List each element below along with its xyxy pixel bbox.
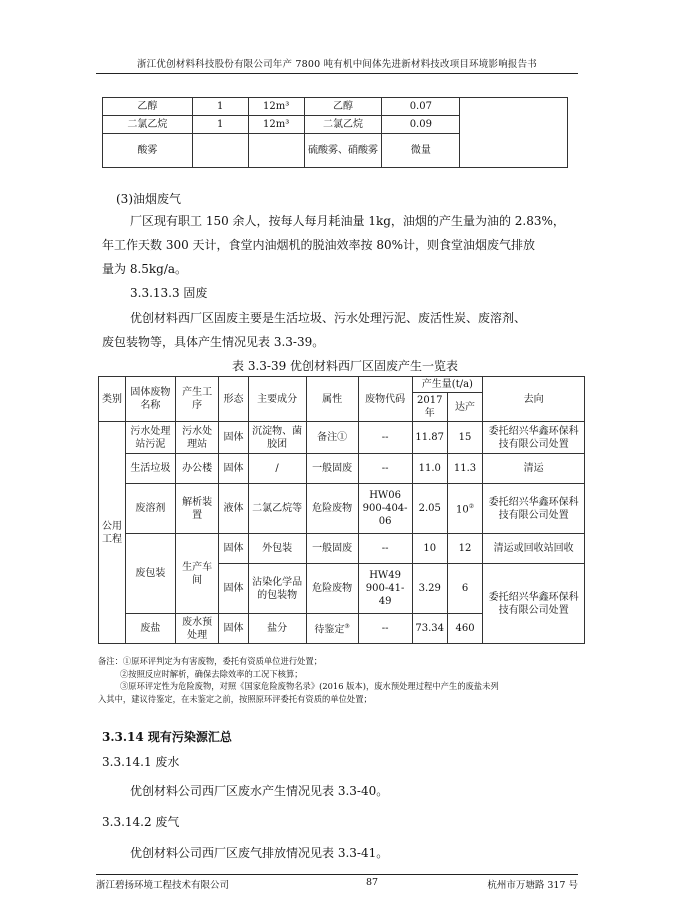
subheading: 3.3.14.2 废气 [102, 815, 180, 829]
table-cell: 外包装 [248, 534, 306, 564]
table-cell: 一般固废 [306, 454, 358, 484]
table-cell: / [248, 454, 306, 484]
header-code: 废物代码 [358, 377, 412, 422]
table-cell: 废水预处理 [175, 614, 219, 644]
table-cell [447, 484, 482, 534]
table-cell: 乙醇 [304, 98, 382, 116]
table-cell: 固体 [219, 534, 248, 564]
note-line: 入其中，建议待鉴定，在未鉴定之前，按照原环评委托有资质的单位处置； [98, 693, 372, 704]
table-cell: -- [358, 454, 412, 484]
footnote-mark: ② [468, 503, 475, 511]
note-line: ③原环评定性为危险废物，对照《国家危险废物名录》(2016 版本)，废水预处理过程中产生的废盐未列 [120, 681, 499, 691]
page-number: 87 [366, 877, 379, 888]
table-cell: 11.3 [447, 454, 482, 484]
table-caption: 表 3.3-39 优创材料西厂区固废产生一览表 [232, 359, 459, 373]
table-cell: 废溶剂 [126, 484, 176, 534]
table-cell [192, 134, 248, 168]
table-cell-empty [460, 98, 568, 168]
table-cell: 1 [192, 116, 248, 134]
paragraph-line: 优创材料西厂区固废主要是生活垃圾、污水处理污泥、废活性炭、废溶剂、 [130, 311, 527, 325]
table-cell: 12 [447, 534, 482, 564]
table-cell: HW06 900-404-06 [358, 484, 412, 534]
table-cell: 液体 [219, 484, 248, 534]
table-cell: 委托绍兴华鑫环保科技有限公司处置 [483, 564, 585, 644]
table-cell: 二氯乙烷 [304, 116, 382, 134]
table-row [99, 422, 585, 454]
table-cell: 2.05 [412, 484, 447, 534]
table-notes [98, 655, 578, 705]
table-cell: 废盐 [126, 614, 176, 644]
table-cell: 15 [447, 422, 482, 454]
paragraph-line: 优创材料公司西厂区废水产生情况见表 3.3-40。 [130, 784, 389, 798]
table-cell: 0.07 [382, 98, 460, 116]
table-cell: 危险废物 [306, 564, 358, 614]
table-cell: 乙醇 [103, 98, 193, 116]
table-cell: 12m³ [248, 98, 304, 116]
section-heading [102, 727, 232, 747]
footer-address: 杭州市万塘路 317 号 [487, 880, 578, 891]
header-name: 固体废物名称 [126, 377, 176, 422]
subheading: 3.3.14.1 废水 [102, 755, 180, 769]
table-cell: 460 [447, 614, 482, 644]
header-full-production: 达产 [447, 393, 482, 422]
header-attribute: 属性 [306, 377, 358, 422]
table-cell: 办公楼 [175, 454, 219, 484]
table-cell: 10 [412, 534, 447, 564]
table-cell: 生活垃圾 [126, 454, 176, 484]
header-form: 形态 [219, 377, 248, 422]
table-cell: 废包装 [126, 534, 176, 614]
table-cell: 委托绍兴华鑫环保科技有限公司处置 [483, 422, 585, 454]
table-cell: 73.34 [412, 614, 447, 644]
table-cell: 固体 [219, 454, 248, 484]
table-cell: 清运 [483, 454, 585, 484]
page-header: 浙江优创材料科技股份有限公司年产 7800 吨有机中间体先进新材料技改项目环境影响报告书 [96, 56, 578, 74]
table-cell: 微量 [382, 134, 460, 168]
table-cell [306, 614, 358, 644]
table-cell: 沾染化学品的包装物 [248, 564, 306, 614]
table-cell: 11.87 [412, 422, 447, 454]
table-cell: -- [358, 614, 412, 644]
table-cell: 盐分 [248, 614, 306, 644]
table-cell: 固体 [219, 422, 248, 454]
table-cell: HW49 900-41-49 [358, 564, 412, 614]
table-cell [248, 134, 304, 168]
table-cell: 0.09 [382, 116, 460, 134]
table-cell: 沉淀物、菌胶团 [248, 422, 306, 454]
table-cell: 固体 [219, 614, 248, 644]
paragraph-line: 厂区现有职工 150 余人，按每人每月耗油量 1kg，油烟的产生量为油的 2.83%， [130, 214, 565, 228]
paragraph-line: 年工作天数 300 天计，食堂内油烟机的脱油效率按 80%计，则食堂油烟废气排放 [102, 238, 536, 252]
category-cell: 公用工程 [99, 422, 126, 644]
table-cell: 一般固废 [306, 534, 358, 564]
header-component: 主要成分 [248, 377, 306, 422]
table-cell: 生产车间 [175, 534, 219, 614]
table-cell: 二氯乙烷 [103, 116, 193, 134]
table-cell: 1 [192, 98, 248, 116]
paragraph-line: 优创材料公司西厂区废气排放情况见表 3.3-41。 [130, 846, 389, 860]
paragraph-line: 废包装物等，具体产生情况见表 3.3-39。 [102, 335, 325, 349]
table-cell: 解析装置 [175, 484, 219, 534]
table-row [99, 534, 585, 564]
table-header-row [99, 377, 585, 393]
table-cell: 危险废物 [306, 484, 358, 534]
table-cell: -- [358, 422, 412, 454]
header-category: 类别 [99, 377, 126, 422]
table-cell: -- [358, 534, 412, 564]
table-cell: 污水处理站污泥 [126, 422, 176, 454]
header-2017: 2017年 [412, 393, 447, 422]
emission-table-continued [102, 97, 568, 168]
table-cell: 硫酸雾、硝酸雾 [304, 134, 382, 168]
table-cell: 清运或回收站回收 [483, 534, 585, 564]
table-row [99, 454, 585, 484]
header-process: 产生工序 [175, 377, 219, 422]
table-cell: 3.29 [412, 564, 447, 614]
page-footer [96, 874, 578, 891]
table-cell: 污水处理站 [175, 422, 219, 454]
subheading: 3.3.13.3 固废 [130, 286, 208, 300]
header-destination: 去向 [483, 377, 585, 422]
section-heading-text: 3.3.14 现有污染源汇总 [102, 730, 232, 744]
table-cell: 11.0 [412, 454, 447, 484]
table-cell: 酸雾 [103, 134, 193, 168]
value-text: 待鉴定 [314, 624, 345, 636]
solid-waste-table [98, 376, 585, 644]
table-cell: 二氯乙烷等 [248, 484, 306, 534]
table-cell: 委托绍兴华鑫环保科技有限公司处置 [483, 484, 585, 534]
paragraph-line: 量为 8.5kg/a。 [102, 262, 188, 276]
note-line: ②按照反应时解析，确保去除效率的工况下核算； [120, 668, 303, 679]
footer-company: 浙江碧扬环境工程技术有限公司 [96, 880, 230, 891]
note-line: 备注：①原环评判定为有害废物，委托有资质单位进行处置； [98, 656, 323, 666]
table-row [103, 98, 568, 116]
table-cell: 6 [447, 564, 482, 614]
footnote-mark: ③ [344, 623, 350, 631]
table-row [99, 484, 585, 534]
table-cell: 固体 [219, 564, 248, 614]
table-cell: 12m³ [248, 116, 304, 134]
subheading: (3)油烟废气 [116, 192, 181, 206]
table-cell: 备注① [306, 422, 358, 454]
value-text: 10 [455, 504, 469, 516]
header-amount: 产生量(t/a) [412, 377, 483, 393]
